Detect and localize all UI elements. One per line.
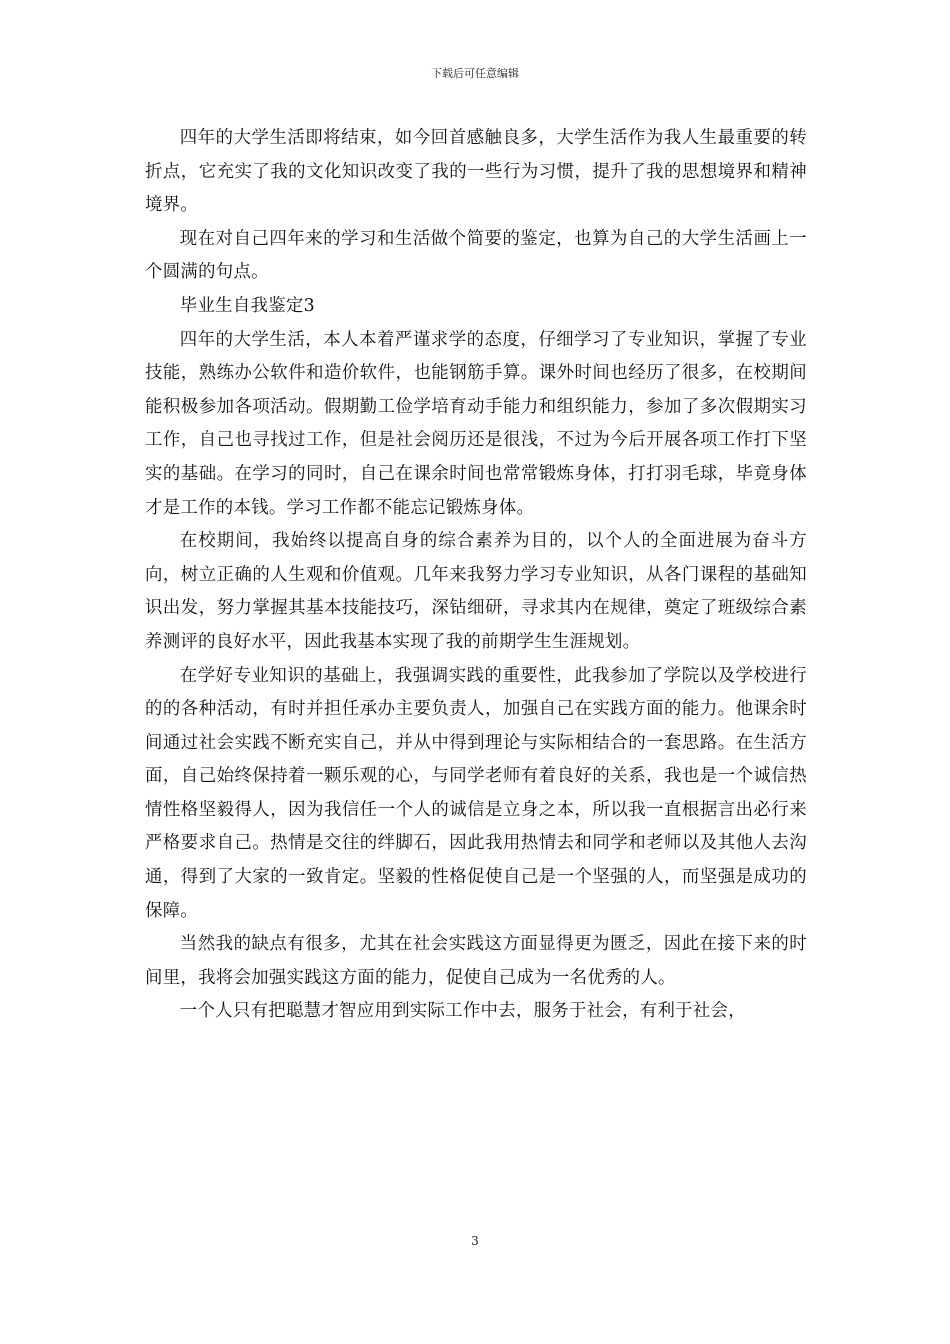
paragraph: 当然我的缺点有很多，尤其在社会实践这方面显得更为匮乏，因此在接下来的时间里，我将会加强实践这方面的能力，促使自己成为一名优秀的人。: [145, 934, 807, 988]
header-note: 下载后可任意编辑: [431, 67, 519, 80]
document-body: [145, 122, 807, 1029]
paragraph: 现在对自己四年来的学习和生活做个简要的鉴定，也算为自己的大学生活画上一个圆满的句点。: [145, 228, 807, 283]
paragraph: 四年的大学生活，本人本着严谨求学的态度，仔细学习了专业知识，掌握了专业技能，熟练办公软件和造价软件，也能钢筋手算。课外时间也经历了很多，在校期间能积极参加各项活动。假期勤工俭学培育动手能力和组织能力，参加了多次假期实习工作，自己也寻找过工作，但是社会阅历还是很浅，不过为今后开展各项工作打下坚实的基础。在学习的同时，自己在课余时间也常常锻炼身体，打打羽毛球，毕竟身体才是工作的本钱。学习工作都不能忘记锻炼身体。: [145, 329, 807, 518]
paragraph: 一个人只有把聪慧才智应用到实际工作中去，服务于社会，有利于社会，: [179, 1001, 746, 1022]
page-number: 3: [471, 1234, 479, 1248]
section-heading: 毕业生自我鉴定3: [179, 295, 315, 316]
paragraph: 在学好专业知识的基础上，我强调实践的重要性，此我参加了学院以及学校进行的的各种活动，有时并担任承办主要负责人，加强自己在实践方面的能力。他课余时间通过社会实践不断充实自己，并从中得到理论与实际相结合的一套思路。在生活方面，自己始终保持着一颗乐观的心，与同学老师有着良好的关系，我也是一个诚信热情性格坚毅得人，因为我信任一个人的诚信是立身之本，所以我一直根据言出必行来严格要求自己。热情是交往的绊脚石，因此我用热情去和同学和老师以及其他人去沟通，得到了大家的一致肯定。坚毅的性格促使自己是一个坚强的人，而坚强是成功的保障。: [145, 665, 807, 921]
paragraph: 四年的大学生活即将结束，如今回首感触良多，大学生活作为我人生最重要的转折点，它充实了我的文化知识改变了我的一些行为习惯，提升了我的思想境界和精神境界。: [145, 128, 807, 216]
paragraph: 在校期间，我始终以提高自身的综合素养为目的，以个人的全面进展为奋斗方向，树立正确的人生观和价值观。几年来我努力学习专业知识，从各门课程的基础知识出发，努力掌握其基本技能技巧，深钻细研，寻求其内在规律，奠定了班级综合素养测评的良好水平，因此我基本实现了我的前期学生生涯规划。: [145, 531, 807, 652]
